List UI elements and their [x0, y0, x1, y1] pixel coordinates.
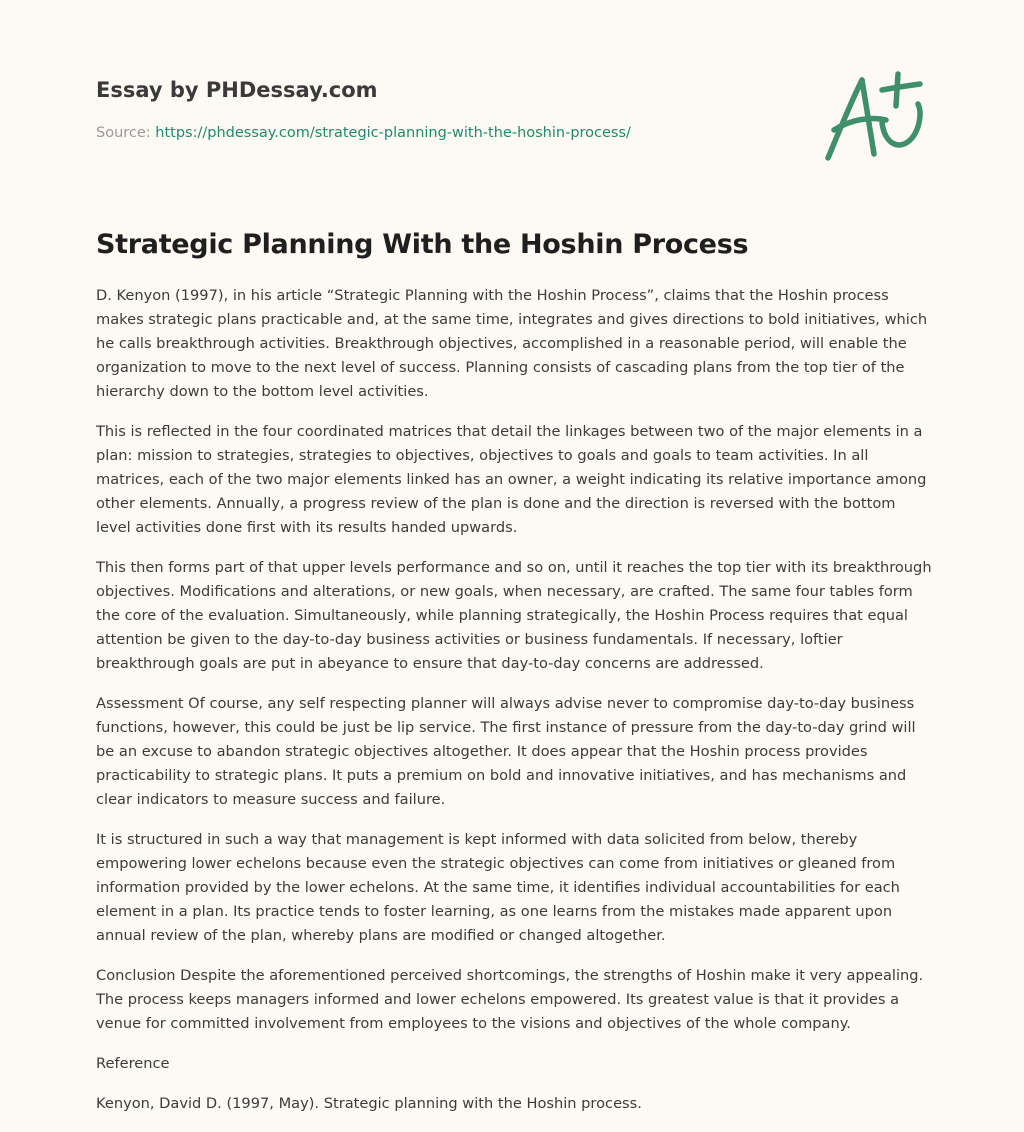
- paragraph: It is structured in such a way that management is kept informed with data solicited from below, thereby empowering lower echelons because even the strategic objectives can come from initiatives or gleaned from information provided by the lower echelons. At the same time, it identifies individual accountabilities for each element in a plan. Its practice tends to foster learning, as one learns from the mistakes made apparent upon annual review of the plan, whereby plans are modified or changed altogether.: [96, 831, 900, 944]
- site-brand: Essay by PHDessay.com: [96, 78, 378, 102]
- reference-entry: Kenyon, David D. (1997, May). Strategic planning with the Hoshin process.: [96, 1095, 642, 1112]
- a-plus-logo-icon: [820, 64, 930, 166]
- source-line: [96, 123, 631, 143]
- paragraph: This then forms part of that upper levels performance and so on, until it reaches the top tier with its breakthrough objectives. Modifications and alterations, or new goals, when necessary, are crafted. The same four tables form the core of the evaluation. Simultaneously, while planning strategically, the Hoshin Process requires that equal attention be given to the day-to-day business activities or business fundamentals. If necessary, loftier breakthrough goals are put in abeyance to ensure that day-to-day concerns are addressed.: [96, 559, 932, 672]
- paragraph: This is reflected in the four coordinated matrices that detail the linkages between two of the major elements in a plan: mission to strategies, strategies to objectives, objectives to goals and goals to team activities. In all matrices, each of the two major elements linked has an owner, a weight indicating its relative importance among other elements. Annually, a progress review of the plan is done and the direction is reversed with the bottom level activities done first with its results handed upwards.: [96, 423, 927, 536]
- source-label: Source:: [96, 125, 151, 141]
- reference-heading: Reference: [96, 1055, 170, 1072]
- source-link[interactable]: https://phdessay.com/strategic-planning-with-the-hoshin-process/: [155, 125, 631, 141]
- paragraph: D. Kenyon (1997), in his article “Strategic Planning with the Hoshin Process”, claims that the Hoshin process makes strategic plans practicable and, at the same time, integrates and gives directions to bold initiatives, which he calls breakthrough activities. Breakthrough objectives, accomplished in a reasonable period, will enable the organization to move to the next level of success. Planning consists of cascading plans from the top tier of the hierarchy down to the bottom level activities.: [96, 287, 928, 400]
- paragraph: Conclusion Despite the aforementioned perceived shortcomings, the strengths of Hoshin make it very appealing. The process keeps managers informed and lower echelons empowered. Its greatest value is that it provides a venue for committed involvement from employees to the visions and objectives of the whole company.: [96, 967, 924, 1032]
- essay-title: Strategic Planning With the Hoshin Process: [96, 229, 749, 260]
- paragraph: Assessment Of course, any self respecting planner will always advise never to compromise day-to-day business functions, however, this could be just be lip service. The first instance of pressure from the day-to-day grind will be an excuse to abandon strategic objectives altogether. It does appear that the Hoshin process provides practicability to strategic plans. It puts a premium on bold and innovative initiatives, and has mechanisms and clear indicators to measure success and failure.: [96, 695, 916, 808]
- essay-body: [96, 284, 932, 1132]
